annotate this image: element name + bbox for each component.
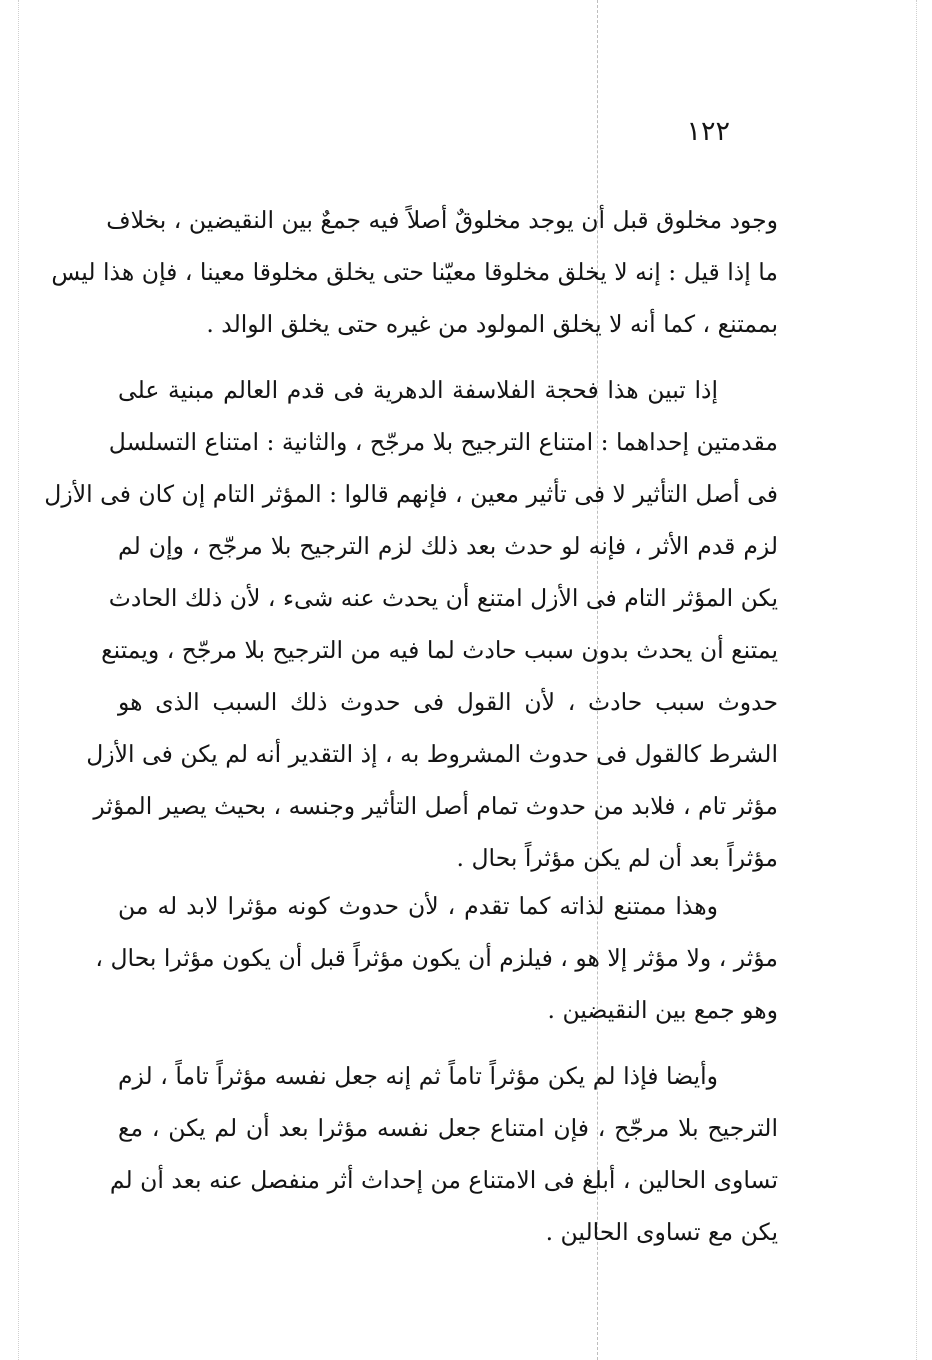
text-line: مؤثر تام ، فلابد من حدوث تمام أصل التأثير وجنسه ، بحيث يصير المؤثر <box>93 792 778 820</box>
text-line: وأيضا فإذا لم يكن مؤثراً تاماً ثم إنه جعل نفسه مؤثراً تاماً ، لزم <box>118 1062 718 1090</box>
text-line: ما إذا قيل : إنه لا يخلق مخلوقا معيّنا حتى يخلق مخلوقا معينا ، فإن هذا ليس <box>51 258 778 286</box>
paragraph-4 <box>109 1050 778 1258</box>
text-line: وهذا ممتنع لذاته كما تقدم ، لأن حدوث كونه مؤثرا لابد له من <box>118 892 718 920</box>
scan-edge-left <box>18 0 19 1360</box>
text-line: الشرط كالقول فى حدوث المشروط به ، إذ التقدير أنه لم يكن فى الأزل <box>86 740 778 768</box>
paragraph-1 <box>51 194 778 350</box>
text-line: مقدمتين إحداهما : امتناع الترجيح بلا مرجّح ، والثانية : امتناع التسلسل <box>108 428 778 456</box>
text-line: بممتنع ، كما أنه لا يخلق المولود من غيره حتى يخلق الوالد . <box>206 310 778 338</box>
text-line: وهو جمع بين النقيضين . <box>547 996 778 1024</box>
text-line: يمتنع أن يحدث بدون سبب حادث لما فيه من الترجيح بلا مرجّح ، ويمتنع <box>101 636 778 664</box>
text-line: الترجيح بلا مرجّح ، فإن امتناع جعل نفسه مؤثرا بعد أن لم يكن ، مع <box>118 1114 778 1142</box>
text-line: وجود مخلوق قبل أن يوجد مخلوقٌ أصلاً فيه جمعٌ بين النقيضين ، بخلاف <box>106 206 778 234</box>
text-line: إذا تبين هذا فحجة الفلاسفة الدهرية فى قدم العالم مبنية على <box>118 376 718 404</box>
text-line: حدوث سبب حادث ، لأن القول فى حدوث ذلك السبب الذى هو <box>118 688 778 716</box>
text-line: مؤثر ، ولا مؤثر إلا هو ، فيلزم أن يكون مؤثراً قبل أن يكون مؤثرا بحال ، <box>95 944 778 972</box>
text-line: فى أصل التأثير لا فى تأثير معين ، فإنهم قالوا : المؤثر التام إن كان فى الأزل <box>44 480 778 508</box>
page-number: ١٢٢ <box>686 116 730 147</box>
paragraph-2 <box>44 364 778 884</box>
paragraph-3 <box>95 880 778 1036</box>
text-line: لزم قدم الأثر ، فإنه لو حدث بعد ذلك لزم الترجيح بلا مرجّح ، وإن لم <box>118 532 778 560</box>
text-line: يكن مع تساوى الحالين . <box>545 1218 778 1246</box>
text-line: مؤثراً بعد أن لم يكن مؤثراً بحال . <box>456 844 778 872</box>
text-line: يكن المؤثر التام فى الأزل امتنع أن يحدث عنه شىء ، لأن ذلك الحادث <box>108 584 778 612</box>
scan-edge-right <box>916 0 917 1360</box>
text-line: تساوى الحالين ، أبلغ فى الامتناع من إحداث أثر منفصل عنه بعد أن لم <box>109 1166 778 1194</box>
